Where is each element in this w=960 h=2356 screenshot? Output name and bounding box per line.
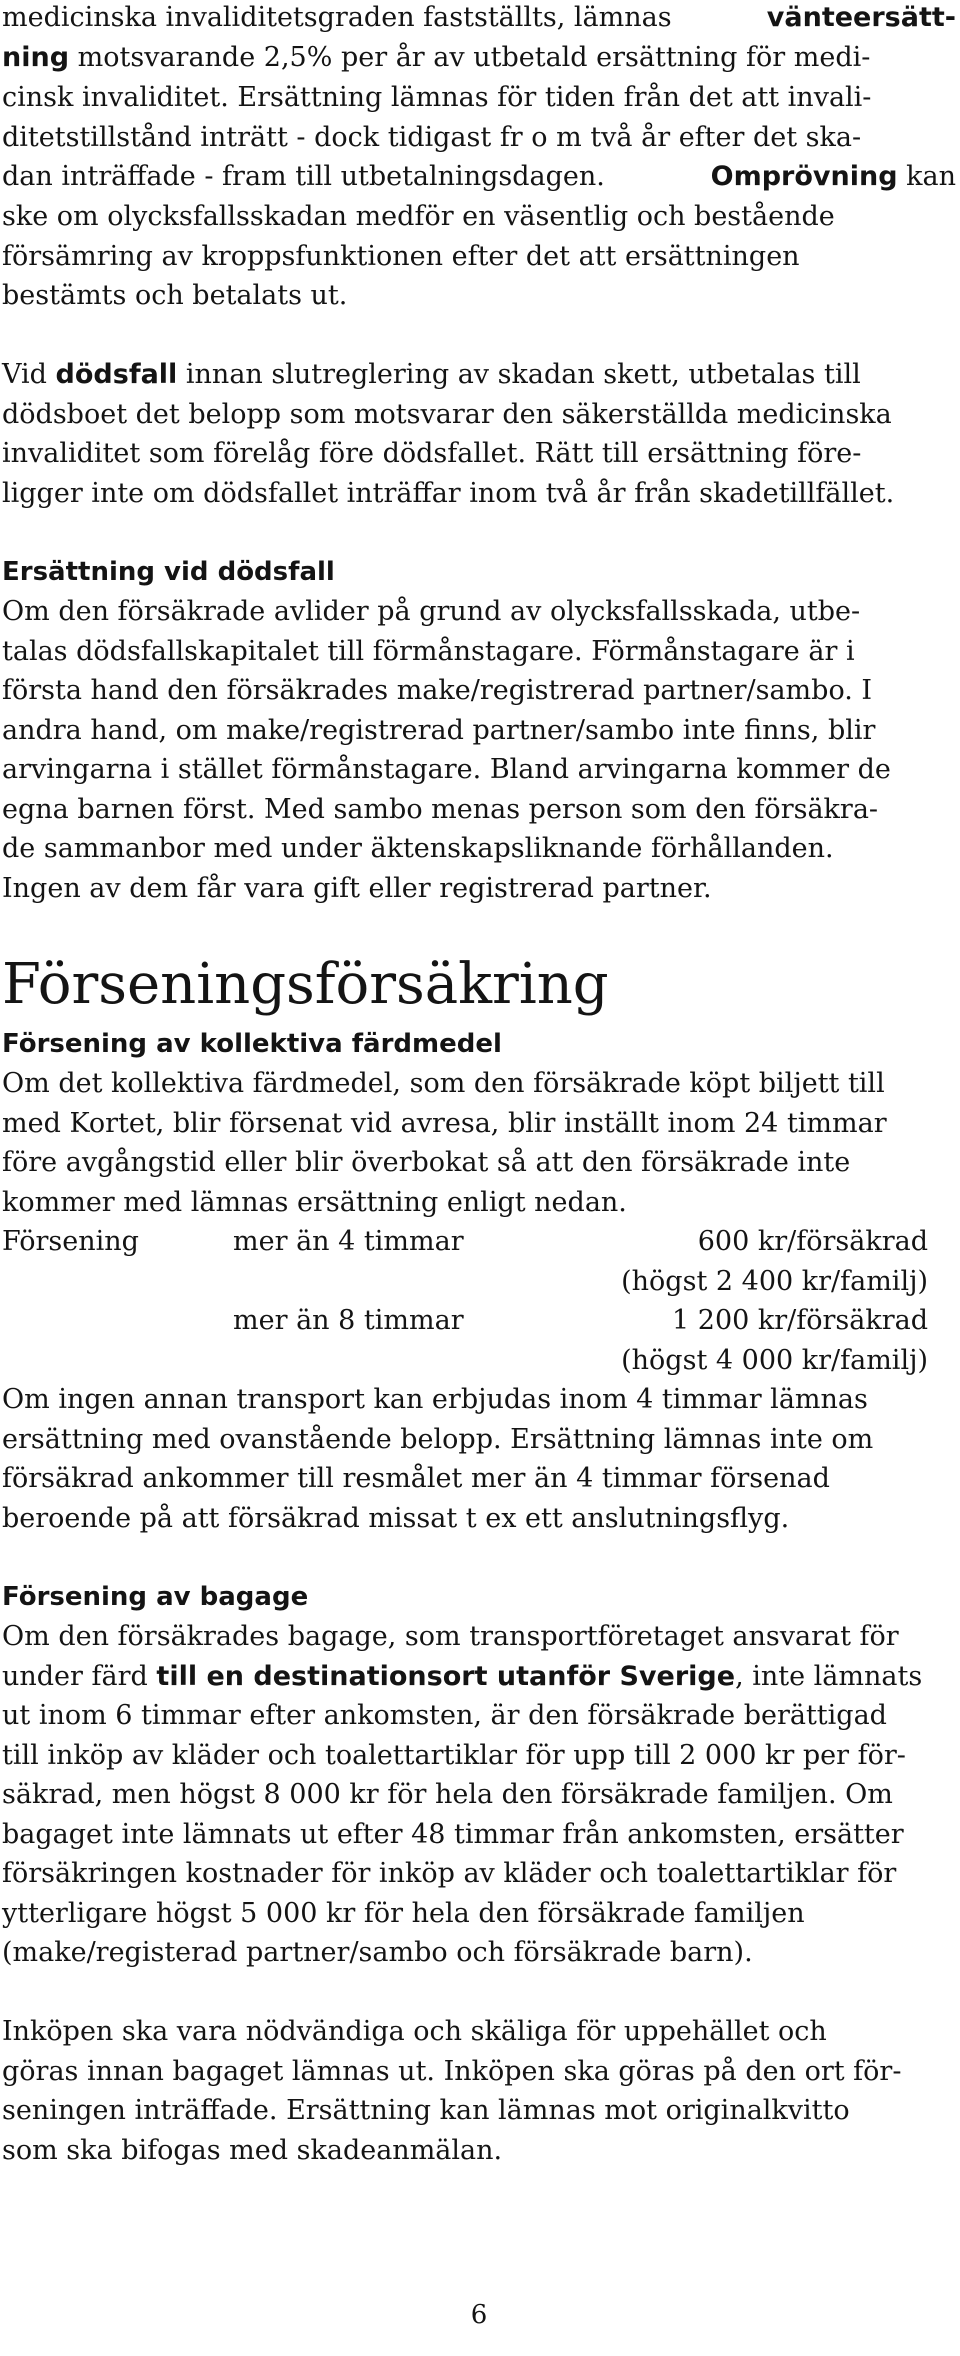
- section-heading: Försening av bagage: [2, 1582, 309, 1612]
- text-line: försäkringen kostnader för inköp av kläder och toalettartiklar för: [2, 1858, 897, 1889]
- text-line: egna barnen först. Med sambo menas person som den försäkra-: [2, 794, 879, 825]
- text-line: bestämts och betalats ut.: [2, 280, 348, 311]
- text-line: cinsk invaliditet. Ersättning lämnas för tiden från det att invali-: [2, 82, 872, 113]
- section-heading: Försening av kollektiva färdmedel: [2, 1029, 502, 1059]
- text-line: Om det kollektiva färdmedel, som den försäkrade köpt biljett till: [2, 1068, 885, 1099]
- text-line: dödsboet det belopp som motsvarar den säkerställda medicinska: [2, 399, 892, 430]
- text-line: Om den försäkrade avlider på grund av olycksfallsskada, utbe-: [2, 596, 861, 627]
- text-line: före avgångstid eller blir överbokat så att den försäkrade inte: [2, 1147, 851, 1178]
- text-line: (make/registerad partner/sambo och försäkrade barn).: [2, 1937, 753, 1968]
- text-line: ning motsvarande 2,5% per år av utbetald ersättning för medi-: [2, 42, 871, 73]
- text-line: seningen inträffade. Ersättning kan lämnas mot originalkvitto: [2, 2095, 850, 2126]
- text-line: arvingarna i stället förmånstagare. Bland arvingarna kommer de: [2, 754, 891, 785]
- text-line: Vid dödsfall innan slutreglering av skadan skett, utbetalas till: [2, 359, 861, 390]
- page-number: 6: [470, 2300, 488, 2330]
- text-line: ersättning med ovanstående belopp. Ersättning lämnas inte om: [2, 1424, 874, 1455]
- text-line: Om den försäkrades bagage, som transportföretaget ansvarat för: [2, 1621, 899, 1652]
- text-line: ut inom 6 timmar efter ankomsten, är den försäkrade berättigad: [2, 1700, 887, 1731]
- text-line: Ingen av dem får vara gift eller registrerad partner.: [2, 873, 712, 904]
- table-cell: mer än 4 timmar: [233, 1226, 464, 1257]
- text-line: ytterligare högst 5 000 kr för hela den försäkrade familjen: [2, 1898, 805, 1929]
- text-line: första hand den försäkrades make/registrerad partner/sambo. I: [2, 675, 873, 706]
- text-line: bagaget inte lämnats ut efter 48 timmar från ankomsten, ersätter: [2, 1819, 904, 1850]
- text-line: de sammanbor med under äktenskapsliknande förhållanden.: [2, 833, 834, 864]
- table-label: Försening: [2, 1226, 139, 1257]
- text-line: invaliditet som förelåg före dödsfallet. Rätt till ersättning före-: [2, 438, 862, 469]
- text-line: Om ingen annan transport kan erbjudas inom 4 timmar lämnas: [2, 1384, 868, 1415]
- text-line: andra hand, om make/registrerad partner/sambo inte finns, blir: [2, 715, 876, 746]
- text-line: till inköp av kläder och toalettartiklar för upp till 2 000 kr per för-: [2, 1740, 906, 1771]
- text-line: dan inträffade - fram till utbetalningsdagen. Omprövning kan: [2, 161, 956, 192]
- text-line: Inköpen ska vara nödvändiga och skäliga för uppehället och: [2, 2016, 827, 2047]
- text-line: försäkrad ankommer till resmålet mer än 4 timmar försenad: [2, 1463, 830, 1494]
- text-line: under färd till en destinationsort utanför Sverige, inte lämnats: [2, 1661, 923, 1692]
- section-heading: Ersättning vid dödsfall: [2, 557, 335, 587]
- text-line: kommer med lämnas ersättning enligt nedan.: [2, 1187, 627, 1218]
- table-cell: (högst 4 000 kr/familj): [621, 1345, 928, 1376]
- text-line: som ska bifogas med skadeanmälan.: [2, 2135, 503, 2166]
- text-line: säkrad, men högst 8 000 kr för hela den försäkrade familjen. Om: [2, 1779, 893, 1810]
- text-line: med Kortet, blir försenat vid avresa, blir inställt inom 24 timmar: [2, 1108, 887, 1139]
- text-line: ditetstillstånd inträtt - dock tidigast fr o m två år efter det ska-: [2, 122, 862, 153]
- table-cell: (högst 2 400 kr/familj): [621, 1266, 928, 1297]
- text-line: talas dödsfallskapitalet till förmånstagare. Förmånstagare är i: [2, 636, 855, 667]
- table-cell: 600 kr/försäkrad: [697, 1226, 928, 1257]
- text-line: göras innan bagaget lämnas ut. Inköpen ska göras på den ort för-: [2, 2056, 902, 2087]
- table-cell: 1 200 kr/försäkrad: [672, 1305, 928, 1336]
- page-title: Förseningsförsäkring: [2, 952, 609, 1017]
- text-line: ske om olycksfallsskadan medför en väsentlig och bestående: [2, 201, 835, 232]
- text-line: ligger inte om dödsfallet inträffar inom två år från skadetillfället.: [2, 478, 895, 509]
- text-line: försämring av kroppsfunktionen efter det att ersättningen: [2, 241, 800, 272]
- text-line: medicinska invaliditetsgraden fastställts, lämnas vänteersätt-: [2, 2, 956, 33]
- text-line: beroende på att försäkrad missat t ex ett anslutningsflyg.: [2, 1503, 790, 1534]
- table-cell: mer än 8 timmar: [233, 1305, 464, 1336]
